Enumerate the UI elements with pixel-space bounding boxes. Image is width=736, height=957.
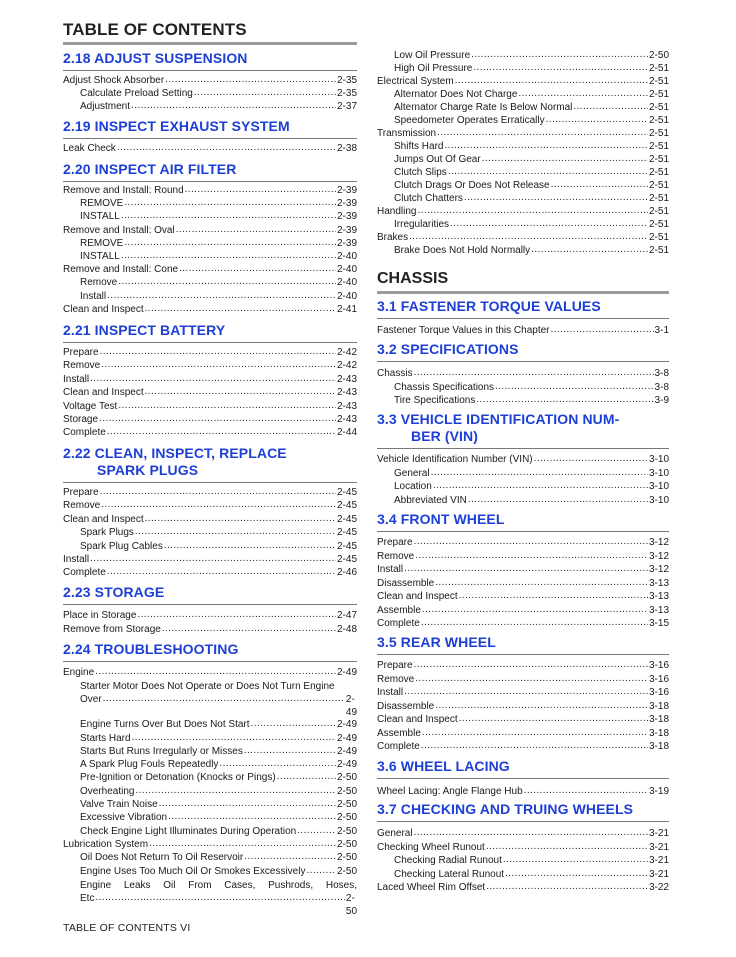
entry-page: 2-41: [336, 303, 357, 315]
entry-page: 2-39: [336, 237, 357, 249]
entry-label: Remove and Install: Cone: [63, 264, 179, 276]
toc-entry[interactable]: [377, 855, 669, 869]
entry-page: 2-46: [336, 567, 357, 579]
page-footer: TABLE OF CONTENTS VI: [63, 922, 191, 934]
entry-page: 2-49: [336, 732, 357, 744]
entry-page: 3-10: [648, 467, 669, 479]
entry-page: 2-50: [345, 892, 358, 917]
entry-page: 2-51: [648, 141, 669, 152]
entry-label: Disassemble: [377, 577, 435, 589]
entry-label: Clean and Inspect: [63, 303, 144, 315]
toc-entry[interactable]: [377, 687, 669, 701]
entry-page: 2-50: [336, 785, 357, 797]
entry-label: Disassemble: [377, 700, 435, 712]
toc-entry[interactable]: [63, 427, 357, 440]
section-rule: [63, 181, 357, 182]
entry-page: 2-40: [336, 264, 357, 276]
entry-label: General: [394, 467, 430, 479]
entry-page: 2-51: [648, 193, 669, 204]
entry-label: Prepare: [63, 487, 99, 498]
entry-label: Clutch Slips: [394, 167, 447, 178]
entry-label: Vehicle Identification Number (VIN): [377, 454, 533, 465]
entry-page: 2-43: [336, 387, 357, 399]
toc-entry[interactable]: [377, 828, 669, 842]
entry-label: Install: [80, 290, 107, 302]
entry-page: 2-50: [336, 852, 357, 864]
entry-label: Complete: [377, 741, 420, 752]
entry-page: 3-8: [654, 368, 669, 379]
entry-label: REMOVE: [80, 237, 124, 249]
toc-entry[interactable]: [377, 468, 669, 482]
toc-entry[interactable]: [63, 826, 357, 839]
toc-entry[interactable]: [63, 487, 357, 500]
entry-page: 2-51: [648, 245, 669, 256]
entry-label: Pre-Ignition or Detonation (Knocks or Pings): [80, 772, 276, 784]
toc-entry[interactable]: [63, 75, 357, 87]
entry-label: Chassis Specifications: [394, 381, 495, 393]
entry-label: Brakes: [377, 232, 409, 243]
section-rule: [63, 482, 357, 483]
toc-entry[interactable]: [63, 143, 357, 155]
heading-line: BER (VIN): [411, 428, 479, 444]
entry-label: Clutch Chatters: [394, 193, 463, 204]
entry-page: 2-42: [336, 360, 357, 372]
entry-page: 3-1: [654, 325, 669, 336]
entry-label: General: [377, 828, 413, 839]
section-rule: [377, 821, 669, 822]
entry-page: 2-45: [336, 487, 357, 498]
section-3-4: [377, 511, 669, 632]
entry-page: 2-49: [336, 667, 357, 678]
entry-page: 3-21: [648, 841, 669, 853]
toc-entry[interactable]: [377, 481, 669, 495]
entry-page: 2-42: [336, 347, 357, 358]
entry-page: 2-45: [336, 513, 357, 525]
toc-entry[interactable]: [63, 719, 357, 732]
section-2-22: [63, 445, 357, 581]
section-rule: [377, 361, 669, 362]
entry-label: Remove: [377, 550, 415, 562]
toc-entry[interactable]: [377, 618, 669, 632]
entry-label: Low Oil Pressure: [394, 50, 471, 61]
section-heading: [63, 445, 357, 479]
entry-label: Transmission: [377, 128, 437, 139]
section-heading: 3.7 CHECKING AND TRUING WHEELS: [377, 801, 634, 817]
entry-page: 2-43: [336, 400, 357, 412]
entry-page: 3-13: [648, 577, 669, 589]
entry-page: 2-51: [648, 206, 669, 217]
entry-page: 2-43: [336, 413, 357, 425]
entry-page: 3-13: [648, 604, 669, 616]
section-rule: [63, 342, 357, 343]
entry-label: High Oil Pressure: [394, 63, 473, 74]
entry-page: 2-47: [336, 610, 357, 621]
toc-entry[interactable]: [377, 605, 669, 619]
section-2-24: [63, 641, 357, 918]
part-title: CHASSIS: [377, 269, 669, 294]
entry-label: Excessive Vibration: [80, 812, 168, 824]
section-2-23: [63, 584, 357, 638]
entry-label: Laced Wheel Rim Offset: [377, 882, 486, 893]
entry-label: Clean and Inspect: [377, 714, 458, 725]
entry-page: 3-10: [648, 481, 669, 492]
entry-label: INSTALL: [80, 211, 120, 223]
section-heading: 3.5 REAR WHEEL: [377, 634, 496, 650]
toc-entry[interactable]: [377, 382, 669, 396]
section-2-21: [63, 322, 357, 441]
entry-label: Remove: [63, 360, 101, 372]
entry-label: Clean and Inspect: [377, 591, 458, 602]
section-rule: [63, 70, 357, 71]
toc-entry[interactable]: [63, 360, 357, 373]
entry-label: Remove and Install: Oval: [63, 224, 175, 236]
entry-page: 2-49: [336, 719, 357, 731]
entry-page: 2-40: [336, 250, 357, 262]
section-rule: [377, 778, 669, 779]
entry-label: Clean and Inspect: [63, 513, 144, 525]
toc-entry[interactable]: [377, 564, 669, 578]
section-3-3: [377, 411, 669, 508]
page-title: TABLE OF CONTENTS: [63, 20, 357, 45]
entry-page: 2-50: [336, 812, 357, 824]
toc-entry[interactable]: [63, 514, 357, 527]
entry-label: Tire Specifications: [394, 395, 476, 406]
toc-entry[interactable]: [63, 88, 357, 100]
entry-page: 2-50: [336, 825, 357, 837]
entry-page: 3-12: [648, 550, 669, 562]
entry-label: INSTALL: [80, 250, 120, 262]
entry-label: Checking Lateral Runout: [394, 868, 505, 880]
entry-label: Complete: [377, 618, 420, 629]
entry-page: 2-50: [336, 799, 357, 811]
toc-entry[interactable]: [63, 624, 357, 638]
entry-label: Engine Leaks Oil From Cases, Pushrods, Hoses,: [80, 879, 357, 891]
section-rule: [377, 654, 669, 655]
entry-label: Fastener Torque Values in this Chapter: [377, 325, 550, 336]
heading-line: 2.22 CLEAN, INSPECT, REPLACE: [63, 445, 287, 461]
entry-label: Clean and Inspect: [63, 387, 144, 399]
entry-page: 2-49: [336, 745, 357, 757]
toc-entry[interactable]: [63, 879, 357, 918]
entry-page: 2-49: [345, 694, 358, 719]
entry-page: 2-39: [336, 211, 357, 223]
entry-label: Handling: [377, 206, 417, 217]
entry-label: Starter Motor Does Not Operate or Does Not Turn Engine: [80, 681, 335, 693]
entry-page: 3-18: [648, 714, 669, 725]
toc-entry[interactable]: [377, 591, 669, 605]
toc-entry[interactable]: [377, 495, 669, 509]
heading-line: SPARK PLUGS: [97, 462, 199, 478]
entry-page: 2-51: [648, 154, 669, 165]
entry-page: 2-45: [336, 540, 357, 552]
entry-page: 2-43: [336, 373, 357, 385]
entry-label: Overheating: [80, 785, 135, 797]
troubleshooting-continued: [377, 50, 669, 258]
toc-entry[interactable]: [377, 551, 669, 565]
section-heading: 2.20 INSPECT AIR FILTER: [63, 161, 237, 177]
entry-label: Location: [394, 481, 432, 492]
toc-entry[interactable]: [63, 799, 357, 812]
entry-label: Brake Does Not Hold Normally: [394, 245, 531, 256]
toc-entry[interactable]: [63, 852, 357, 865]
entry-label: Assemble: [377, 604, 421, 616]
entry-page: 2-39: [336, 185, 357, 196]
toc-entry[interactable]: [63, 554, 357, 567]
toc-entry[interactable]: [377, 660, 669, 674]
section-3-5: [377, 634, 669, 755]
entry-label: Wheel Lacing: Angle Flange Hub: [377, 786, 523, 797]
entry-page: 2-48: [336, 624, 357, 635]
section-rule: [377, 318, 669, 319]
section-heading: 2.23 STORAGE: [63, 584, 165, 600]
entry-label: Remove from Storage: [63, 624, 161, 635]
entry-page: 2-40: [336, 277, 357, 289]
entry-label: Spark Plug Cables: [80, 540, 163, 552]
toc-entry[interactable]: [377, 454, 669, 468]
section-heading: 2.18 ADJUST SUSPENSION: [63, 50, 248, 66]
toc-entry[interactable]: [377, 728, 669, 742]
entry-label: A Spark Plug Fouls Repeatedly: [80, 759, 219, 771]
toc-entry[interactable]: [377, 882, 669, 896]
entry-page: 2-40: [336, 290, 357, 302]
entry-label: Complete: [63, 427, 106, 439]
entry-page: 2-39: [336, 224, 357, 236]
entry-page: 3-10: [648, 454, 669, 465]
entry-page: 2-45: [336, 553, 357, 565]
toc-entry[interactable]: [63, 746, 357, 759]
entry-label: Shifts Hard: [394, 141, 444, 152]
section-heading: 3.4 FRONT WHEEL: [377, 511, 505, 527]
entry-label: Calculate Preload Setting: [80, 88, 193, 99]
toc-entry[interactable]: [377, 368, 669, 382]
toc-entry[interactable]: [63, 866, 357, 879]
entry-label: Starts Hard: [80, 732, 131, 744]
toc-entry[interactable]: [63, 304, 357, 317]
entry-label: Remove: [377, 673, 415, 685]
entry-page: 2-51: [648, 63, 669, 74]
entry-page: 2-51: [648, 128, 669, 139]
toc-entry[interactable]: [377, 714, 669, 728]
entry-page: 2-39: [336, 198, 357, 210]
entry-label: Chassis: [377, 368, 413, 379]
entry-label: Prepare: [63, 347, 99, 358]
toc-entry[interactable]: [63, 610, 357, 624]
entry-page: 2-50: [648, 50, 669, 61]
entry-label: Abbreviated VIN: [394, 494, 467, 506]
entry-page: 2-49: [336, 759, 357, 771]
entry-page: 3-18: [648, 741, 669, 752]
entry-page: 3-15: [648, 618, 669, 629]
entry-page: 3-16: [648, 687, 669, 698]
entry-label: Adjustment: [80, 101, 131, 112]
entry-label: Remove: [80, 277, 118, 289]
toc-entry[interactable]: [63, 667, 357, 680]
entry-label: Spark Plugs: [80, 527, 134, 539]
entry-label: Valve Train Noise: [80, 799, 158, 811]
entry-page: 3-9: [654, 395, 669, 406]
entry-label: Assemble: [377, 727, 421, 739]
section-rule: [377, 448, 669, 449]
section-3-2: [377, 341, 669, 409]
entry-label: Checking Wheel Runout: [377, 841, 485, 853]
entry-label: Install: [377, 564, 404, 575]
toc-entry[interactable]: [63, 387, 357, 400]
toc-entry[interactable]: [63, 414, 357, 427]
section-rule: [63, 661, 357, 662]
section-2-18: [63, 50, 357, 113]
section-heading: 2.19 INSPECT EXHAUST SYSTEM: [63, 118, 290, 134]
toc-entry[interactable]: [63, 786, 357, 799]
entry-page: 3-21: [648, 868, 669, 880]
entry-page: 2-50: [336, 838, 357, 850]
entry-label: Oil Does Not Return To Oil Reservoir: [80, 852, 244, 864]
section-heading: 3.6 WHEEL LACING: [377, 758, 510, 774]
entry-label-cont: Etc: [80, 892, 95, 904]
section-rule: [377, 531, 669, 532]
entry-page: 3-18: [648, 700, 669, 712]
entry-page: 3-19: [648, 786, 669, 797]
toc-entry[interactable]: [63, 500, 357, 513]
toc-entry[interactable]: [377, 578, 669, 592]
entry-label: Leak Check: [63, 143, 116, 154]
entry-page: 2-51: [648, 89, 669, 100]
entry-label: Check Engine Light Illuminates During Operation: [80, 825, 297, 837]
section-heading: [377, 411, 669, 445]
toc-entry[interactable]: [377, 674, 669, 688]
toc-entry[interactable]: [63, 733, 357, 746]
entry-label: Irregularities: [394, 219, 450, 230]
entry-label-cont: Over: [80, 694, 102, 706]
entry-label: Starts But Runs Irregularly or Misses: [80, 745, 243, 757]
toc-entry[interactable]: [63, 759, 357, 772]
entry-label: Alternator Charge Rate Is Below Normal: [394, 102, 573, 113]
entry-label: Jumps Out Of Gear: [394, 154, 481, 165]
section-3-7: [377, 801, 669, 896]
entry-label: Remove: [63, 500, 101, 512]
toc-entry[interactable]: [63, 101, 357, 113]
entry-label: Install: [63, 373, 90, 385]
entry-label: Lubrication System: [63, 838, 149, 850]
entry-label: Engine Uses Too Much Oil Or Smokes Excessively: [80, 865, 306, 877]
toc-entry[interactable]: [377, 869, 669, 883]
toc-entry[interactable]: [63, 772, 357, 785]
entry-page: 3-12: [648, 564, 669, 575]
entry-page: 3-16: [648, 660, 669, 671]
entry-page: 3-13: [648, 591, 669, 602]
entry-label: Speedometer Operates Erratically: [394, 115, 545, 126]
toc-entry[interactable]: [63, 839, 357, 852]
section-2-19: [63, 118, 357, 155]
entry-label: Storage: [63, 413, 99, 425]
entry-page: 3-21: [648, 855, 669, 866]
section-3-6: [377, 758, 669, 798]
entry-label: Adjust Shock Absorber: [63, 75, 165, 86]
entry-label: Alternator Does Not Charge: [394, 89, 518, 100]
section-2-20: [63, 161, 357, 317]
toc-entry[interactable]: [377, 701, 669, 715]
entry-page: 3-12: [648, 537, 669, 548]
entry-label: Install: [377, 687, 404, 698]
entry-page: 3-18: [648, 727, 669, 739]
entry-page: 2-51: [648, 76, 669, 87]
toc-entry[interactable]: [63, 527, 357, 540]
entry-page: 3-22: [648, 882, 669, 893]
entry-page: 2-38: [336, 143, 357, 154]
entry-page: 2-45: [336, 500, 357, 512]
entry-label: Prepare: [377, 537, 413, 548]
entry-page: 2-45: [336, 527, 357, 539]
toc-entry[interactable]: [63, 374, 357, 387]
section-rule: [63, 138, 357, 139]
entry-label: Place in Storage: [63, 610, 137, 621]
entry-page: 2-44: [336, 427, 357, 439]
entry-label: Clutch Drags Or Does Not Release: [394, 180, 550, 191]
entry-page: 3-16: [648, 673, 669, 685]
toc-entry[interactable]: [377, 842, 669, 856]
section-heading: 3.2 SPECIFICATIONS: [377, 341, 519, 357]
entry-page: 2-37: [336, 101, 357, 112]
entry-page: 2-50: [336, 772, 357, 784]
entry-page: 2-35: [336, 75, 357, 86]
section-heading: 3.1 FASTENER TORQUE VALUES: [377, 298, 601, 314]
entry-label: Install: [63, 553, 90, 565]
entry-label: REMOVE: [80, 198, 124, 210]
toc-entry[interactable]: [63, 401, 357, 414]
toc-entry[interactable]: [63, 812, 357, 825]
entry-page: 2-51: [648, 219, 669, 230]
toc-entry[interactable]: [63, 347, 357, 360]
entry-label: Engine Turns Over But Does Not Start: [80, 719, 250, 731]
toc-entry[interactable]: [63, 567, 357, 580]
entry-page: 2-51: [648, 102, 669, 113]
entry-label: Remove and Install: Round: [63, 185, 184, 196]
section-heading: 2.24 TROUBLESHOOTING: [63, 641, 239, 657]
toc-entry[interactable]: [377, 741, 669, 755]
toc-entry[interactable]: [377, 245, 669, 258]
entry-label: Electrical System: [377, 76, 454, 87]
section-rule: [63, 604, 357, 605]
entry-label: Prepare: [377, 660, 413, 671]
toc-entry[interactable]: [377, 537, 669, 551]
entry-page: 3-21: [648, 828, 669, 839]
entry-page: 2-35: [336, 88, 357, 99]
toc-entry[interactable]: [63, 541, 357, 554]
entry-label: Complete: [63, 567, 106, 579]
entry-label: Voltage Test: [63, 400, 118, 412]
heading-line: 3.3 VEHICLE IDENTIFICATION NUM-: [377, 411, 620, 427]
toc-entry[interactable]: [377, 395, 669, 409]
section-heading: 2.21 INSPECT BATTERY: [63, 322, 226, 338]
entry-page: 3-8: [654, 381, 669, 393]
entry-page: 2-51: [648, 115, 669, 126]
toc-entry[interactable]: [377, 786, 669, 798]
entry-page: 2-51: [648, 167, 669, 178]
entry-page: 3-10: [648, 494, 669, 506]
toc-entry[interactable]: [377, 325, 669, 337]
entry-label: Checking Radial Runout: [394, 855, 502, 866]
section-3-1: [377, 298, 669, 337]
part-chassis: [377, 269, 669, 294]
entry-page: 2-51: [648, 180, 669, 191]
entry-page: 2-51: [648, 232, 669, 243]
toc-entry[interactable]: [63, 680, 357, 719]
entry-label: Engine: [63, 667, 95, 678]
entry-page: 2-50: [336, 865, 357, 877]
